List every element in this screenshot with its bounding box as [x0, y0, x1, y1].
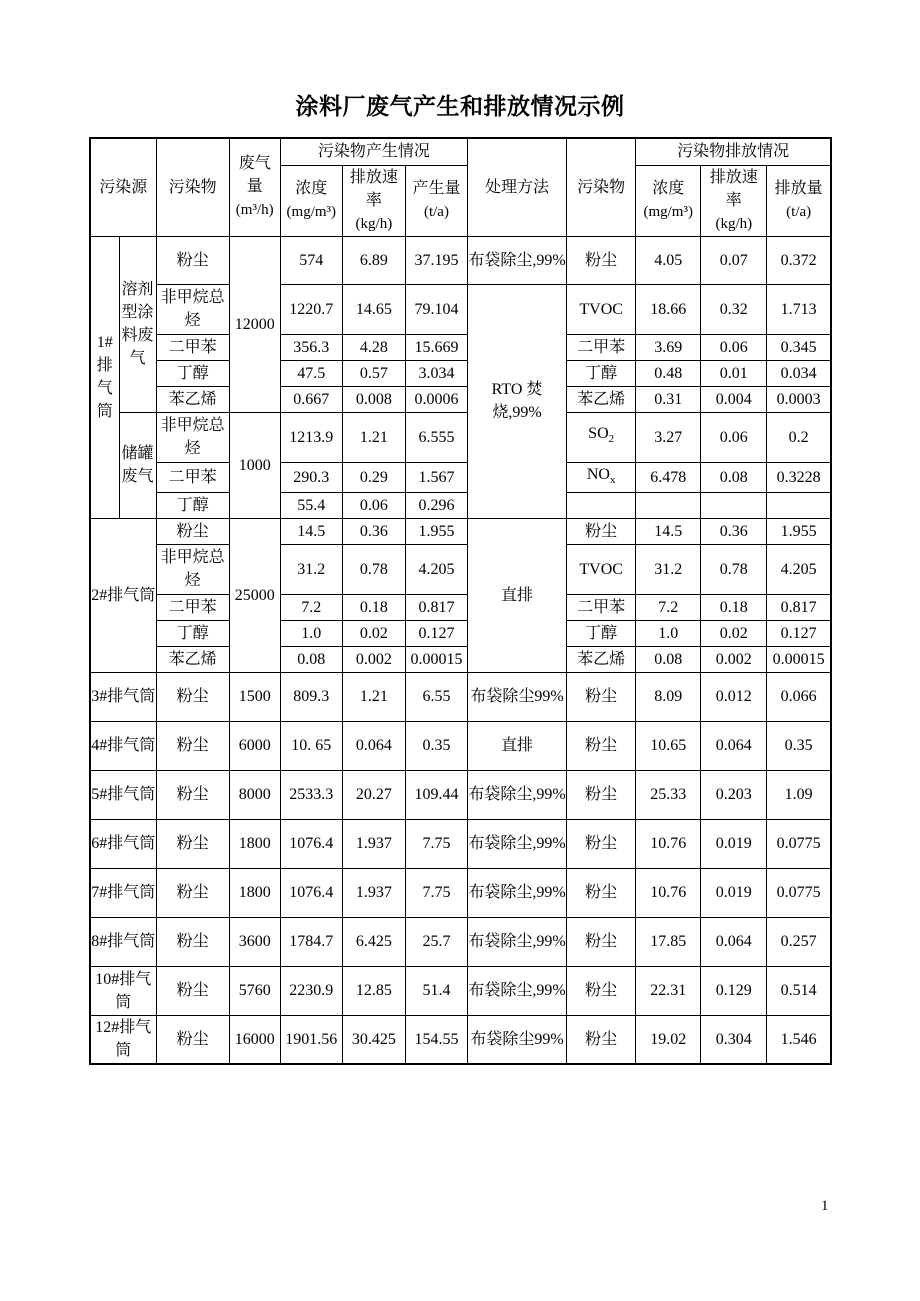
- stack1-row: [90, 360, 831, 386]
- gas-volume-cell: 8000: [229, 770, 280, 819]
- conc-cell: 1213.9: [280, 412, 342, 462]
- document-title: 涂料厂废气产生和排放情况示例: [295, 94, 625, 120]
- amount-cell: 7.75: [405, 819, 467, 868]
- emit-amount-cell: 0.0775: [767, 868, 831, 917]
- cell-line: 筒: [96, 403, 113, 421]
- rate-cell: 0.008: [342, 386, 405, 412]
- single-stack-row: [90, 819, 831, 868]
- header-emit-rate-unit: (kg/h): [715, 215, 753, 232]
- header-gen-amount-unit: (t/a): [423, 204, 449, 220]
- single-stack-row: [90, 770, 831, 819]
- empty-cell: [636, 492, 701, 518]
- amount-cell: 6.555: [405, 412, 467, 462]
- stack1-row: [90, 284, 831, 334]
- conc-cell: 55.4: [280, 492, 342, 518]
- pollutant-cell: 粉尘: [156, 236, 229, 284]
- emit-pollutant-cell: 粉尘: [567, 917, 636, 966]
- conc-cell: 356.3: [280, 334, 342, 360]
- emit-rate-cell: 0.002: [701, 646, 767, 672]
- cell-line: 气: [129, 350, 146, 367]
- stack2-row: [90, 646, 831, 672]
- empty-cell: [767, 492, 831, 518]
- emit-pollutant-cell: 粉尘: [567, 236, 636, 284]
- emit-conc-cell: 0.31: [636, 386, 701, 412]
- single-stack-row: [90, 966, 831, 1015]
- header-rate: [342, 165, 405, 236]
- emit-pollutant-cell: 丁醇: [567, 620, 636, 646]
- rate-cell: 0.57: [342, 360, 405, 386]
- rate-cell: 1.937: [342, 819, 405, 868]
- emit-rate-cell: 0.129: [701, 966, 767, 1015]
- treatment-cell: 布袋除尘99%: [467, 672, 566, 721]
- stack1-row: [90, 492, 831, 518]
- emit-amount-cell: 4.205: [767, 544, 831, 594]
- rate-cell: 0.18: [342, 594, 405, 620]
- treatment-cell: 布袋除尘,99%: [467, 770, 566, 819]
- header-emit-rate-line1: 排放速: [709, 168, 758, 186]
- pollutant-cell: 非甲烷总烃: [156, 284, 229, 334]
- emit-rate-cell: 0.18: [701, 594, 767, 620]
- header-gas-volume-line1: 废气: [238, 155, 271, 173]
- emit-amount-cell: 0.0775: [767, 819, 831, 868]
- header-conc-unit: (mg/m³): [286, 204, 337, 220]
- emit-conc-cell: 4.05: [636, 236, 701, 284]
- pollutant-cell: 丁醇: [156, 492, 229, 518]
- treatment-cell: 直排: [467, 721, 566, 770]
- stack2-row: [90, 518, 831, 544]
- gas-volume-cell: 5760: [229, 966, 280, 1015]
- header-rate-line2: 率: [365, 191, 382, 209]
- single-stack-row: [90, 868, 831, 917]
- emit-conc-cell: 3.27: [636, 412, 701, 462]
- emit-amount-cell: 1.546: [767, 1015, 831, 1064]
- rate-cell: 0.29: [342, 462, 405, 492]
- header-emit-amount-unit: (t/a): [786, 204, 812, 220]
- gas-volume-cell: 1800: [229, 868, 280, 917]
- emit-amount-cell: 0.066: [767, 672, 831, 721]
- header-pollutant: 污染物: [156, 138, 229, 236]
- page-number: 1: [821, 1198, 829, 1214]
- stack-name: 4#排气筒: [90, 721, 156, 770]
- gas-volume-cell: 16000: [229, 1015, 280, 1064]
- conc-cell: 1076.4: [280, 868, 342, 917]
- rate-cell: 0.002: [342, 646, 405, 672]
- pollutant-cell: 非甲烷总烃: [156, 412, 229, 462]
- pollutant-cell: 粉尘: [156, 770, 229, 819]
- amount-cell: 109.44: [405, 770, 467, 819]
- rate-cell: 0.06: [342, 492, 405, 518]
- stack1-sub1-name: [119, 236, 156, 412]
- header-generation-group: 污染物产生情况: [280, 138, 467, 165]
- treatment-cell: 布袋除尘,99%: [467, 819, 566, 868]
- emit-rate-cell: 0.02: [701, 620, 767, 646]
- gas-volume-cell: 25000: [229, 518, 280, 672]
- rate-cell: 6.425: [342, 917, 405, 966]
- emit-pollutant-cell: 苯乙烯: [567, 386, 636, 412]
- header-gas-volume: [229, 138, 280, 236]
- stack-name: 3#排气筒: [90, 672, 156, 721]
- emit-amount-cell: 0.514: [767, 966, 831, 1015]
- header-treatment: 处理方法: [467, 138, 566, 236]
- treatment-cell: 布袋除尘,99%: [467, 236, 566, 284]
- emit-rate-cell: 0.019: [701, 868, 767, 917]
- conc-cell: 1076.4: [280, 819, 342, 868]
- stack1-row: [90, 412, 831, 462]
- emission-table: [89, 137, 832, 1065]
- emit-amount-cell: 0.034: [767, 360, 831, 386]
- conc-cell: 1220.7: [280, 284, 342, 334]
- rate-cell: 1.21: [342, 672, 405, 721]
- pollutant-cell: 二甲苯: [156, 462, 229, 492]
- emit-amount-cell: 0.345: [767, 334, 831, 360]
- emit-amount-cell: 1.955: [767, 518, 831, 544]
- emit-conc-cell: 22.31: [636, 966, 701, 1015]
- rate-cell: 30.425: [342, 1015, 405, 1064]
- emit-rate-cell: 0.012: [701, 672, 767, 721]
- emit-rate-cell: 0.32: [701, 284, 767, 334]
- amount-cell: 25.7: [405, 917, 467, 966]
- empty-cell: [567, 492, 636, 518]
- amount-cell: 0.127: [405, 620, 467, 646]
- amount-cell: 6.55: [405, 672, 467, 721]
- emit-conc-cell: 3.69: [636, 334, 701, 360]
- table-body: [90, 138, 831, 1064]
- amount-cell: 1.567: [405, 462, 467, 492]
- emit-pollutant-cell: 粉尘: [567, 966, 636, 1015]
- rate-cell: 4.28: [342, 334, 405, 360]
- cell-subscript: x: [609, 473, 616, 486]
- pollutant-cell: 苯乙烯: [156, 386, 229, 412]
- cell-line: 储罐: [121, 445, 154, 463]
- emit-rate-cell: 0.08: [701, 462, 767, 492]
- gas-volume-cell: 12000: [229, 236, 280, 412]
- single-stack-row: [90, 917, 831, 966]
- emit-conc-cell: 1.0: [636, 620, 701, 646]
- header-conc: [280, 165, 342, 236]
- stack-name: 7#排气筒: [90, 868, 156, 917]
- emit-pollutant-cell: 丁醇: [567, 360, 636, 386]
- treatment-cell: 布袋除尘,99%: [467, 917, 566, 966]
- emit-conc-cell: 8.09: [636, 672, 701, 721]
- cell-line: 溶剂: [121, 281, 154, 298]
- conc-cell: 14.5: [280, 518, 342, 544]
- emit-amount-cell: 0.2: [767, 412, 831, 462]
- treatment-cell: 直排: [467, 518, 566, 672]
- rate-cell: 6.89: [342, 236, 405, 284]
- emit-rate-cell: 0.019: [701, 819, 767, 868]
- amount-cell: 37.195: [405, 236, 467, 284]
- gas-volume-cell: 1800: [229, 819, 280, 868]
- stack2-row: [90, 594, 831, 620]
- amount-cell: 1.955: [405, 518, 467, 544]
- cell-line: 型涂: [121, 304, 154, 321]
- cell-line: 排: [96, 357, 113, 375]
- stack2-name: 2#排气筒: [90, 518, 156, 672]
- pollutant-cell: 二甲苯: [156, 334, 229, 360]
- conc-cell: 574: [280, 236, 342, 284]
- header-emit-amount: [767, 165, 831, 236]
- stack2-row: [90, 544, 831, 594]
- pollutant-cell: 粉尘: [156, 518, 229, 544]
- stack-name: 8#排气筒: [90, 917, 156, 966]
- emit-amount-cell: 1.09: [767, 770, 831, 819]
- conc-cell: 1.0: [280, 620, 342, 646]
- amount-cell: 7.75: [405, 868, 467, 917]
- emit-pollutant-cell: 粉尘: [567, 868, 636, 917]
- emit-conc-cell: 7.2: [636, 594, 701, 620]
- emit-conc-cell: 17.85: [636, 917, 701, 966]
- emit-pollutant-cell: 二甲苯: [567, 594, 636, 620]
- pollutant-cell: 粉尘: [156, 721, 229, 770]
- header-rate-unit: (kg/h): [355, 215, 393, 232]
- emit-rate-cell: 0.78: [701, 544, 767, 594]
- emit-pollutant-cell: 粉尘: [567, 518, 636, 544]
- emit-pollutant-cell: [567, 412, 636, 462]
- emit-conc-cell: 0.08: [636, 646, 701, 672]
- stack-name: 12#排气筒: [90, 1015, 156, 1064]
- header-rate-line1: 排放速: [349, 168, 398, 186]
- emit-rate-cell: 0.304: [701, 1015, 767, 1064]
- header-emit-pollutant: 污染物: [567, 138, 636, 236]
- amount-cell: 15.669: [405, 334, 467, 360]
- emit-pollutant-cell: 粉尘: [567, 1015, 636, 1064]
- header-emit-conc: [636, 165, 701, 236]
- stack1-name: [90, 236, 119, 518]
- pollutant-cell: 粉尘: [156, 672, 229, 721]
- cell-line: 料废: [121, 327, 154, 344]
- conc-cell: 0.08: [280, 646, 342, 672]
- emit-pollutant-cell: TVOC: [567, 284, 636, 334]
- cell-line: 1#: [96, 334, 113, 352]
- header-emit-amount-label: 排放量: [774, 180, 823, 197]
- stack1-row: [90, 334, 831, 360]
- emit-amount-cell: 0.0003: [767, 386, 831, 412]
- conc-cell: 2533.3: [280, 770, 342, 819]
- rate-cell: 12.85: [342, 966, 405, 1015]
- emit-pollutant-cell: 二甲苯: [567, 334, 636, 360]
- amount-cell: 4.205: [405, 544, 467, 594]
- emit-rate-cell: 0.06: [701, 412, 767, 462]
- emit-pollutant-cell: 粉尘: [567, 770, 636, 819]
- emit-pollutant-cell: 粉尘: [567, 721, 636, 770]
- emit-amount-cell: 0.372: [767, 236, 831, 284]
- pollutant-cell: 粉尘: [156, 819, 229, 868]
- gas-volume-cell: 1500: [229, 672, 280, 721]
- emit-pollutant-cell: 粉尘: [567, 819, 636, 868]
- header-emission-group: 污染物排放情况: [636, 138, 831, 165]
- emit-rate-cell: 0.36: [701, 518, 767, 544]
- single-stack-row: [90, 721, 831, 770]
- emit-conc-cell: 18.66: [636, 284, 701, 334]
- cell-line: 废气: [121, 468, 154, 486]
- emit-conc-cell: 31.2: [636, 544, 701, 594]
- conc-cell: 1901.56: [280, 1015, 342, 1064]
- cell-text: SO: [588, 425, 609, 443]
- conc-cell: 10. 65: [280, 721, 342, 770]
- stack1-row: [90, 386, 831, 412]
- header-gen-amount: [405, 165, 467, 236]
- header-gas-volume-unit: (m³/h): [235, 202, 274, 219]
- stack-name: 10#排气筒: [90, 966, 156, 1015]
- amount-cell: 3.034: [405, 360, 467, 386]
- rate-cell: 0.78: [342, 544, 405, 594]
- emit-rate-cell: 0.064: [701, 721, 767, 770]
- stack1-sub2-name: [119, 412, 156, 518]
- emit-conc-cell: 10.76: [636, 868, 701, 917]
- conc-cell: 31.2: [280, 544, 342, 594]
- emit-rate-cell: 0.06: [701, 334, 767, 360]
- header-row-1: [90, 138, 831, 165]
- conc-cell: 1784.7: [280, 917, 342, 966]
- stack1-row: [90, 236, 831, 284]
- header-gas-volume-line2: 量: [246, 178, 263, 196]
- pollutant-cell: 苯乙烯: [156, 646, 229, 672]
- rate-cell: 1.21: [342, 412, 405, 462]
- emit-amount-cell: 0.00015: [767, 646, 831, 672]
- amount-cell: 154.55: [405, 1015, 467, 1064]
- amount-cell: 0.0006: [405, 386, 467, 412]
- header-gen-amount-label: 产生量: [412, 180, 461, 197]
- rate-cell: 0.064: [342, 721, 405, 770]
- emit-pollutant-cell: [567, 462, 636, 492]
- conc-cell: 47.5: [280, 360, 342, 386]
- rate-cell: 20.27: [342, 770, 405, 819]
- pollutant-cell: 粉尘: [156, 868, 229, 917]
- emit-rate-cell: 0.07: [701, 236, 767, 284]
- single-stack-row: [90, 672, 831, 721]
- emit-conc-cell: 6.478: [636, 462, 701, 492]
- emit-conc-cell: 10.65: [636, 721, 701, 770]
- emit-amount-cell: 0.127: [767, 620, 831, 646]
- conc-cell: 2230.9: [280, 966, 342, 1015]
- single-stack-row: [90, 1015, 831, 1064]
- cell-text: NO: [586, 465, 610, 483]
- conc-cell: 7.2: [280, 594, 342, 620]
- header-emit-rate: [701, 165, 767, 236]
- cell-subscript: 2: [608, 433, 615, 446]
- emit-conc-cell: 19.02: [636, 1015, 701, 1064]
- emit-conc-cell: 10.76: [636, 819, 701, 868]
- emit-rate-cell: 0.064: [701, 917, 767, 966]
- treatment-cell: 布袋除尘99%: [467, 1015, 566, 1064]
- rate-cell: 14.65: [342, 284, 405, 334]
- emit-amount-cell: 0.817: [767, 594, 831, 620]
- amount-cell: 0.35: [405, 721, 467, 770]
- pollutant-cell: 粉尘: [156, 966, 229, 1015]
- stack1-row: [90, 462, 831, 492]
- header-emit-conc-unit: (mg/m³): [643, 204, 693, 220]
- emit-pollutant-cell: 苯乙烯: [567, 646, 636, 672]
- emit-pollutant-cell: TVOC: [567, 544, 636, 594]
- pollutant-cell: 粉尘: [156, 1015, 229, 1064]
- gas-volume-cell: 3600: [229, 917, 280, 966]
- treatment-cell: RTO 焚烧,99%: [467, 284, 566, 518]
- emit-pollutant-cell: 粉尘: [567, 672, 636, 721]
- header-conc-label: 浓度: [295, 180, 328, 197]
- header-emit-conc-label: 浓度: [652, 180, 685, 197]
- gas-volume-cell: 6000: [229, 721, 280, 770]
- emit-conc-cell: 14.5: [636, 518, 701, 544]
- emit-amount-cell: 0.35: [767, 721, 831, 770]
- treatment-cell: 布袋除尘,99%: [467, 868, 566, 917]
- empty-cell: [701, 492, 767, 518]
- pollutant-cell: 粉尘: [156, 917, 229, 966]
- rate-cell: 1.937: [342, 868, 405, 917]
- amount-cell: 79.104: [405, 284, 467, 334]
- rate-cell: 0.02: [342, 620, 405, 646]
- stack2-row: [90, 620, 831, 646]
- amount-cell: 0.296: [405, 492, 467, 518]
- amount-cell: 0.817: [405, 594, 467, 620]
- conc-cell: 290.3: [280, 462, 342, 492]
- pollutant-cell: 丁醇: [156, 620, 229, 646]
- pollutant-cell: 二甲苯: [156, 594, 229, 620]
- treatment-cell: 布袋除尘,99%: [467, 966, 566, 1015]
- emit-amount-cell: 1.713: [767, 284, 831, 334]
- rate-cell: 0.36: [342, 518, 405, 544]
- amount-cell: 51.4: [405, 966, 467, 1015]
- emit-rate-cell: 0.203: [701, 770, 767, 819]
- emit-amount-cell: 0.257: [767, 917, 831, 966]
- emit-conc-cell: 25.33: [636, 770, 701, 819]
- header-source: 污染源: [90, 138, 156, 236]
- conc-cell: 0.667: [280, 386, 342, 412]
- emit-amount-cell: 0.3228: [767, 462, 831, 492]
- emit-rate-cell: 0.01: [701, 360, 767, 386]
- conc-cell: 809.3: [280, 672, 342, 721]
- stack-name: 6#排气筒: [90, 819, 156, 868]
- stack-name: 5#排气筒: [90, 770, 156, 819]
- emit-conc-cell: 0.48: [636, 360, 701, 386]
- emit-rate-cell: 0.004: [701, 386, 767, 412]
- pollutant-cell: 非甲烷总烃: [156, 544, 229, 594]
- pollutant-cell: 丁醇: [156, 360, 229, 386]
- cell-line: 气: [96, 380, 113, 398]
- gas-volume-cell: 1000: [229, 412, 280, 518]
- amount-cell: 0.00015: [405, 646, 467, 672]
- header-emit-rate-line2: 率: [725, 191, 742, 209]
